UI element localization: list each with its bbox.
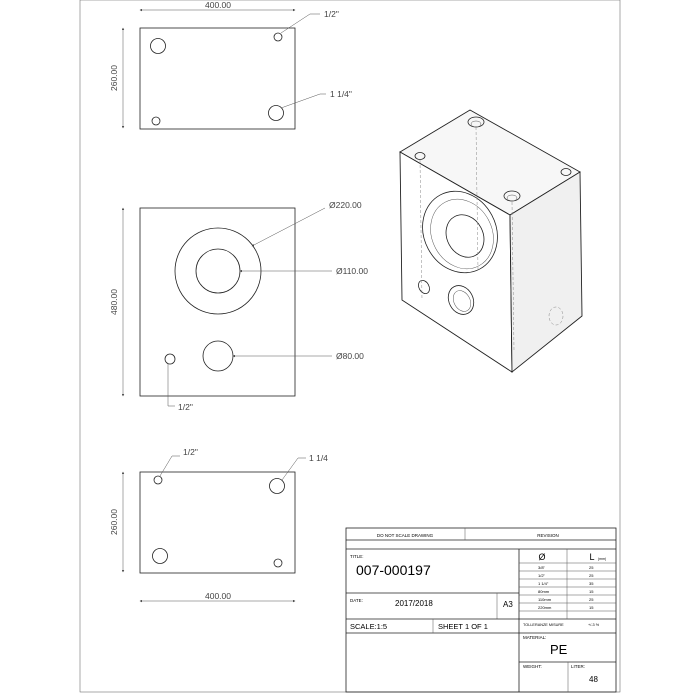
top-hole-small-b (152, 117, 160, 125)
bottom-view-outline (140, 472, 295, 573)
material-value: PE (550, 642, 568, 657)
length-unit: (mm) (598, 557, 607, 561)
spec-row-diameter: 3/8" (538, 565, 545, 570)
do-not-scale-label: DO NOT SCALE DRAWING (376, 533, 434, 538)
front-lower-diameter: Ø80.00 (336, 351, 364, 361)
tolerance-value: +/-3 % (588, 623, 600, 627)
tolerance-label: TOLLERANZE MISURE (523, 623, 564, 627)
top-hole-small-a (274, 33, 282, 41)
top-width-dimension: 400.00 (205, 0, 231, 10)
material-label: MATERIAL: (523, 635, 547, 640)
date-label: DATE: (350, 598, 363, 603)
front-small-callout: 1/2" (178, 402, 193, 412)
top-view (109, 0, 352, 129)
front-height-dimension: 480.00 (109, 289, 119, 315)
front-bore-inner (196, 249, 240, 293)
drawing-date: 2017/2018 (395, 599, 433, 608)
drawing-scale: SCALE:1:5 (350, 622, 388, 631)
bottom-small-leader (160, 456, 180, 476)
isometric-view (400, 110, 582, 372)
top-large-leader (281, 94, 326, 108)
length-column-header: L (589, 552, 595, 562)
top-small-leader (281, 14, 320, 33)
front-hole-small (165, 354, 175, 364)
title-label: TITLE: (350, 554, 364, 559)
front-view-outline (140, 208, 295, 396)
front-outer-leader (252, 208, 325, 246)
diameter-column-header: Ø (538, 552, 546, 562)
bottom-hole-small-b (274, 559, 282, 567)
liter-value: 48 (589, 675, 598, 684)
front-view (109, 200, 368, 412)
spec-row-diameter: 1/2" (538, 573, 545, 578)
weight-label: WEIGHT: (523, 664, 542, 669)
bottom-hole-large-b (153, 549, 168, 564)
bottom-height-dimension: 260.00 (109, 509, 119, 535)
bottom-large-leader (282, 458, 306, 480)
bottom-hole-large-a (270, 479, 285, 494)
bottom-large-callout: 1 1/4 (309, 453, 328, 463)
spec-row-length: 35 (589, 581, 594, 586)
sheet-number: SHEET 1 OF 1 (438, 622, 488, 631)
spec-row-length: 25 (589, 573, 594, 578)
bottom-hole-small-a (154, 476, 162, 484)
top-view-outline (140, 28, 295, 129)
liter-label: LITER: (571, 664, 586, 669)
drawing-title: 007-000197 (356, 562, 431, 578)
revision-label: REVISION (537, 533, 559, 538)
spec-row-diameter: 220mm (538, 605, 552, 610)
front-inner-diameter: Ø110.00 (336, 266, 368, 276)
bottom-width-dimension: 400.00 (205, 591, 231, 601)
front-small-leader (168, 364, 175, 406)
spec-row-length: 25 (589, 597, 594, 602)
bottom-view (109, 447, 328, 601)
bottom-small-callout: 1/2" (183, 447, 198, 457)
spec-row-diameter: 1 1/4" (538, 581, 549, 586)
front-bore-lower (203, 341, 233, 371)
paper-size: A3 (503, 600, 513, 609)
spec-row-diameter: 80mm (538, 589, 550, 594)
top-small-callout: 1/2" (324, 9, 339, 19)
top-hole-large-a (151, 39, 166, 54)
title-block (346, 528, 616, 692)
front-outer-diameter: Ø220.00 (329, 200, 362, 210)
spec-row-length: 15 (589, 605, 594, 610)
spec-row-length: 15 (589, 589, 594, 594)
spec-row-length: 25 (589, 565, 594, 570)
spec-row-diameter: 110mm (538, 597, 552, 602)
top-height-dimension: 260.00 (109, 65, 119, 91)
top-large-callout: 1 1/4" (330, 89, 352, 99)
